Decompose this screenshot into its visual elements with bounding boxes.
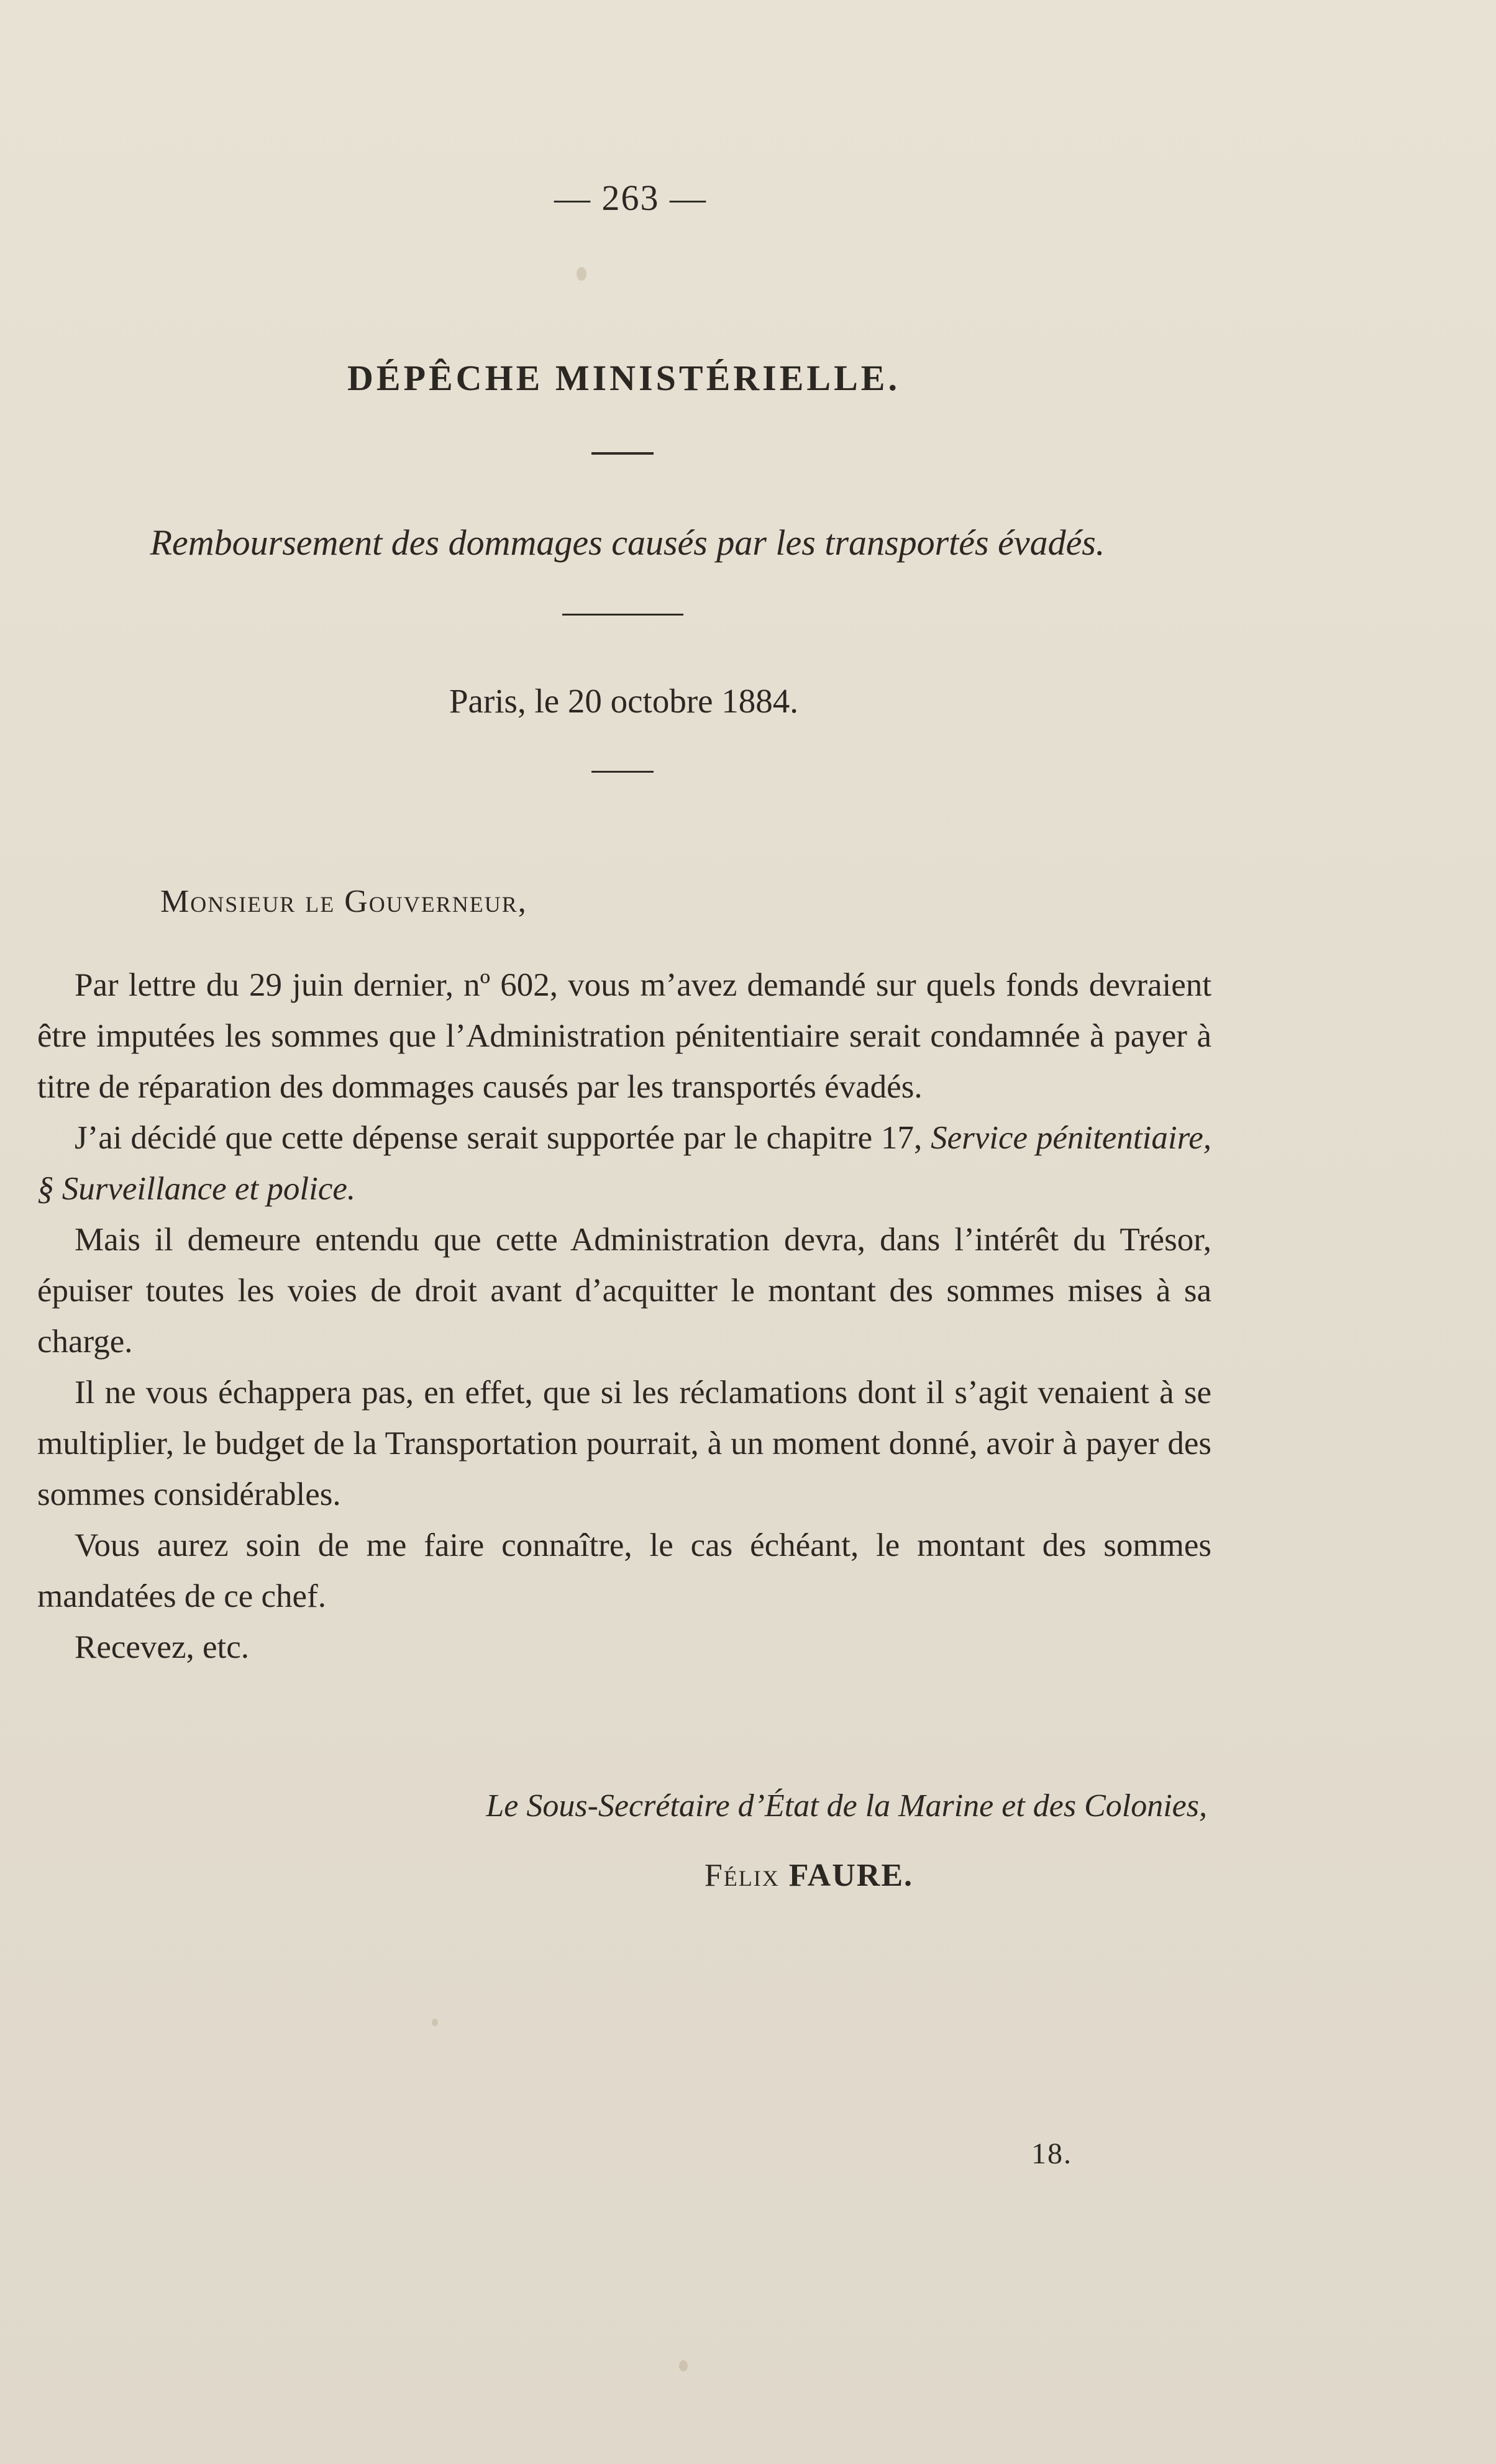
signature-mark: 18. [1031,2137,1072,2170]
subject-line: Remboursement des dommages causés par les transportés évadés. [150,522,1105,563]
paragraph-5: Vous aurez soin de me faire connaître, le cas échéant, le montant des sommes mandatées de ce chef. [37,1527,1211,1614]
paragraph-1: Par lettre du 29 juin dernier, nº 602, vous m’avez demandé sur quels fonds devraient être imputées les sommes que l’Administration pénitentiaire serait condamnée à payer à titre de réparation des dommages causés par les transportés évadés. [37,967,1211,1105]
signatory-title: Le Sous-Secrétaire d’État de la Marine et des Colonies, [486,1788,1207,1824]
paper-stain [679,2360,688,2371]
signatory-last-name: FAURE. [788,1858,913,1893]
closing: Recevez, etc. [75,1629,249,1665]
dispatch-title: DÉPÊCHE MINISTÉRIELLE. [347,358,900,398]
date-rule [591,771,654,773]
signatory-name [0,1857,913,1894]
budget-reference: Service pénitentiaire, § Surveillance et police. [37,1120,1211,1207]
paragraph-3: Mais il demeure entendu que cette Administration devra, dans l’intérêt du Trésor, épuiser toutes les voies de droit avant d’acquitter le montant des sommes mises à sa charge. [37,1222,1211,1360]
date-line: Paris, le 20 octobre 1884. [449,682,799,720]
paragraph-2-text: J’ai décidé que cette dépense serait supportée par le chapitre 17, [75,1120,931,1156]
letter-body [37,960,1211,1673]
title-rule [591,452,654,455]
salutation: Monsieur le Gouverneur, [160,884,527,919]
paragraph-4: Il ne vous échappera pas, en effet, que si les réclamations dont il s’agit venaient à se multiplier, le budget de la Transportation pourrait, à un moment donné, avoir à payer des sommes considérables. [37,1375,1211,1512]
paragraph-2 [37,1112,1211,1214]
subject-rule [562,614,683,616]
paper-stain [432,2019,438,2026]
signatory-first-name: Félix [704,1858,780,1893]
paper-stain [577,267,586,281]
page-number: — 263 — [554,178,707,218]
